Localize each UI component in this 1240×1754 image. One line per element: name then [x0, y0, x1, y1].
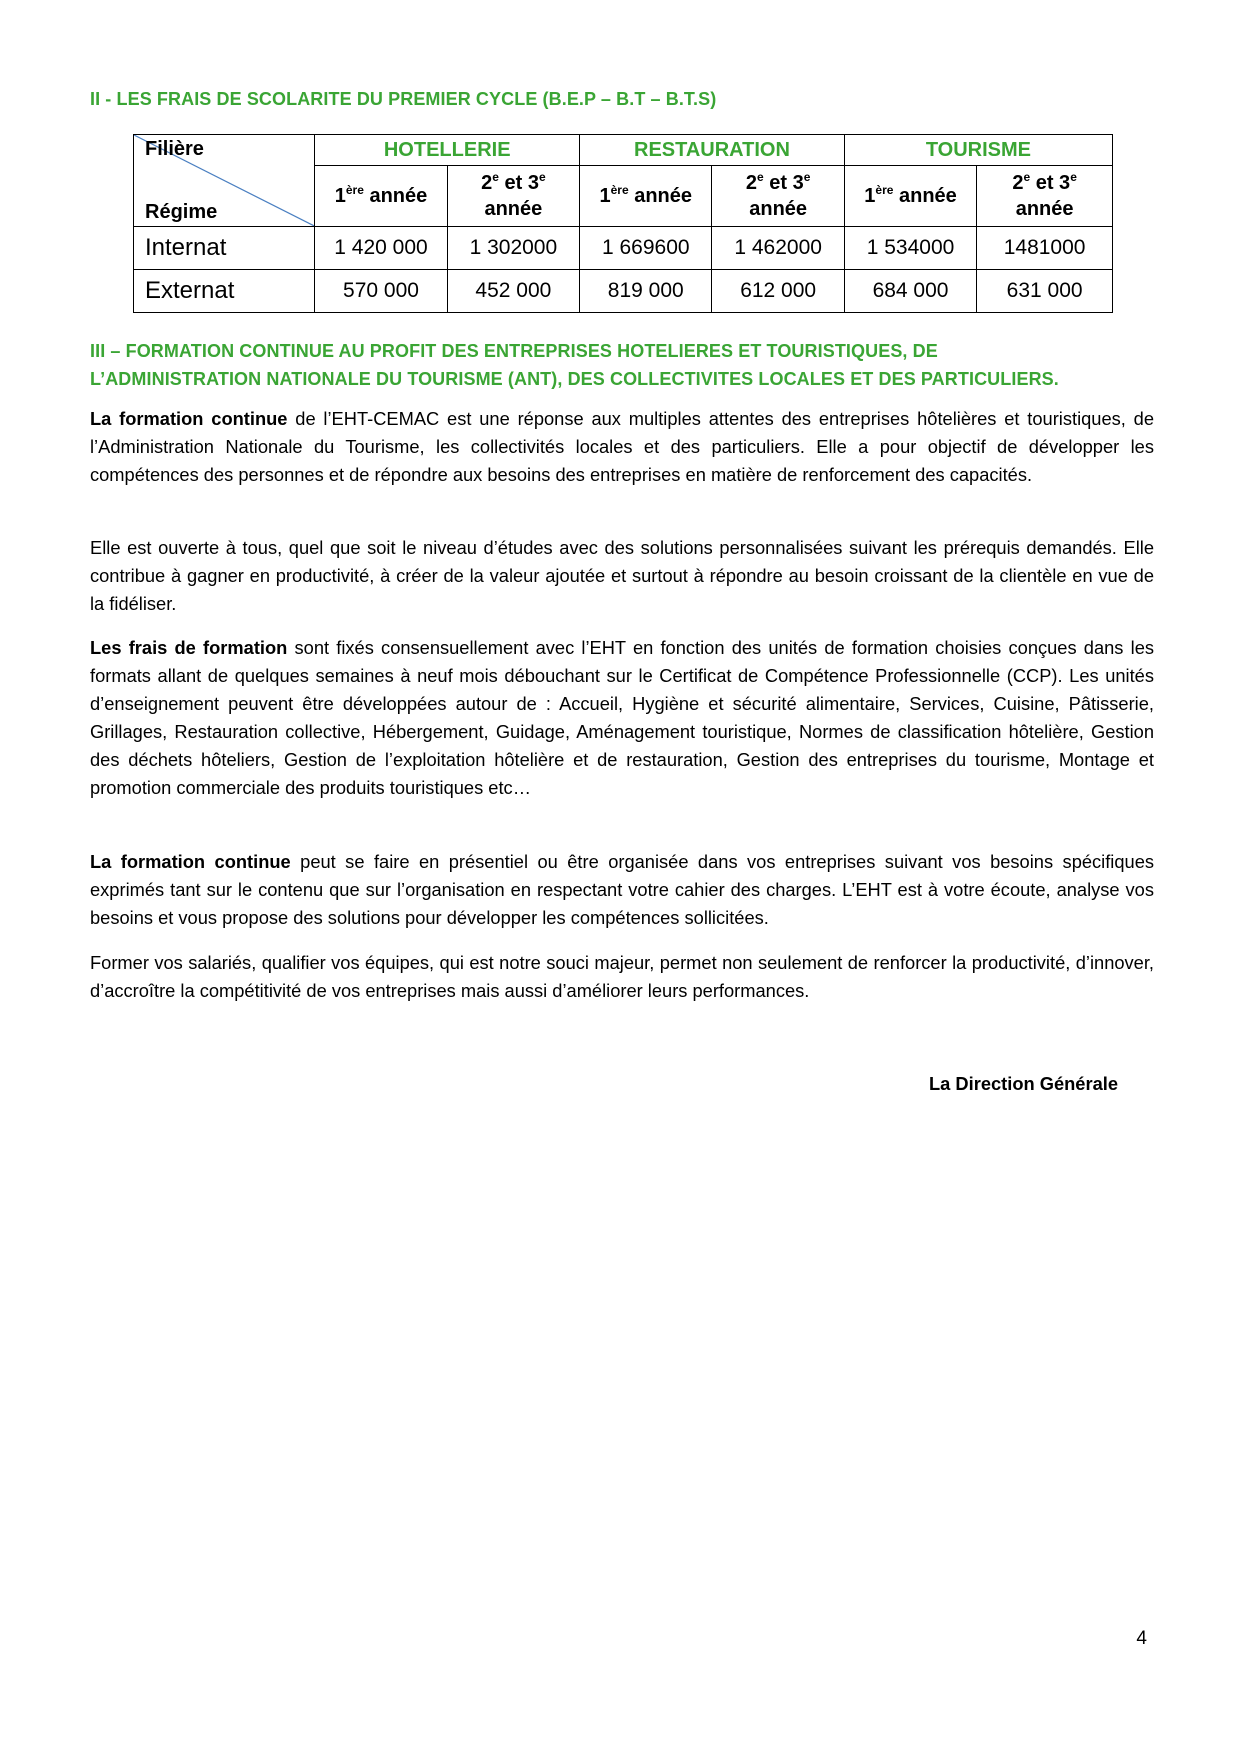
paragraph-formation-continue — [90, 405, 1154, 489]
fee-cell: 1 534000 — [844, 227, 976, 270]
paragraph-text: sont fixés consensuellement avec l’EHT en fonction des unités de formation choisies conçues dans les formats allant de quelques semaines à neuf mois débouchant sur le Certificat de Compétence Professionnelle (CCP). Les unités d’enseignement peuvent être développées autour de : Accueil, Hygiène et sécurité alimentaire, Services, Cuisine, Pâtisserie, Grillages, Restauration collective, Hébergement, Guidage, Aménagement touristique, Normes de classification hôtelière, Gestion des déchets hôteliers, Gestion de l’exploitation hôtelière et de restauration, Gestion des entreprises du tourisme, Montage et promotion commerciale des produits touristiques etc… — [90, 637, 1154, 798]
group-header-tourisme: TOURISME — [844, 135, 1112, 166]
paragraph-frais-formation — [90, 634, 1154, 802]
fee-cell: 1 420 000 — [315, 227, 447, 270]
group-header-restauration: RESTAURATION — [580, 135, 845, 166]
year-header-second-third: 2e et 3e année — [447, 166, 579, 227]
fee-cell: 1 302000 — [447, 227, 579, 270]
year-header-first: 1ère année — [580, 166, 712, 227]
paragraph-text: peut se faire en présentiel ou être organisée dans vos entreprises suivant vos besoins spécifiques exprimés tant sur le contenu que sur l’organisation en respectant votre cahier des charges. L’EHT est à votre écoute, analyse vos besoins et vous propose des solutions pour développer les compétences sollicitées. — [90, 851, 1155, 928]
section-3-heading-line-2: L’ADMINISTRATION NATIONALE DU TOURISME (ANT), DES COLLECTIVITES LOCALES ET DES PARTICULIERS. — [90, 369, 1059, 389]
fee-cell: 1 669600 — [580, 227, 712, 270]
row-label: Externat — [134, 270, 315, 313]
fee-cell: 452 000 — [447, 270, 579, 313]
paragraph-former-salaries: Former vos salariés, qualifier vos équipes, qui est notre souci majeur, permet non seulement de renforcer la productivité, d’innover, d’accroître la compétitivité de vos entreprises mais aussi d’améliorer leurs performances. — [90, 952, 1154, 1001]
section-3-heading — [90, 337, 1059, 393]
section-3-heading-line-1: III – FORMATION CONTINUE AU PROFIT DES ENTREPRISES HOTELIERES ET TOURISTIQUES, DE — [90, 341, 938, 361]
fee-cell: 631 000 — [977, 270, 1113, 313]
signature: La Direction Générale — [929, 1073, 1118, 1094]
year-header-second-third: 2e et 3e année — [977, 166, 1113, 227]
bold-lead: Les frais de formation — [90, 637, 288, 658]
table-row-externat — [134, 270, 1113, 313]
fee-cell: 684 000 — [844, 270, 976, 313]
corner-label-filiere: Filière — [145, 138, 204, 160]
bold-lead: La formation continue — [90, 408, 288, 429]
table-corner-cell — [134, 135, 315, 227]
fee-cell: 612 000 — [712, 270, 844, 313]
group-header-hotellerie: HOTELLERIE — [315, 135, 580, 166]
fee-cell: 1 462000 — [712, 227, 844, 270]
year-header-first: 1ère année — [844, 166, 976, 227]
fee-cell: 819 000 — [580, 270, 712, 313]
section-2-heading: II - LES FRAIS DE SCOLARITE DU PREMIER CYCLE (B.E.P – B.T – B.T.S) — [90, 89, 717, 109]
paragraph-presentiel — [90, 848, 1154, 932]
bold-lead: La formation continue — [90, 851, 291, 872]
page-number: 4 — [1136, 1628, 1147, 1649]
tuition-fees-table — [133, 134, 1113, 313]
row-label: Internat — [134, 227, 315, 270]
table-row-internat — [134, 227, 1113, 270]
corner-label-regime: Régime — [145, 201, 218, 223]
fee-cell: 1481000 — [977, 227, 1113, 270]
year-header-second-third: 2e et 3e année — [712, 166, 844, 227]
paragraph-text: de l’EHT-CEMAC est une réponse aux multiples attentes des entreprises hôtelières et touristiques, de l’Administration Nationale du Tourisme, les collectivités locales et des particuliers. Elle a pour objectif de développer les compétences des personnes et de répondre aux besoins des entreprises en matière de renforcement des capacités. — [90, 408, 1155, 485]
year-header-first: 1ère année — [315, 166, 447, 227]
fee-cell: 570 000 — [315, 270, 447, 313]
paragraph-ouverte: Elle est ouverte à tous, quel que soit le niveau d’études avec des solutions personnalisées suivant les prérequis demandés. Elle contribue à gagner en productivité, à créer de la valeur ajoutée et surtout à répondre au besoin croissant de la clientèle en vue de la fidéliser. — [90, 537, 1154, 614]
